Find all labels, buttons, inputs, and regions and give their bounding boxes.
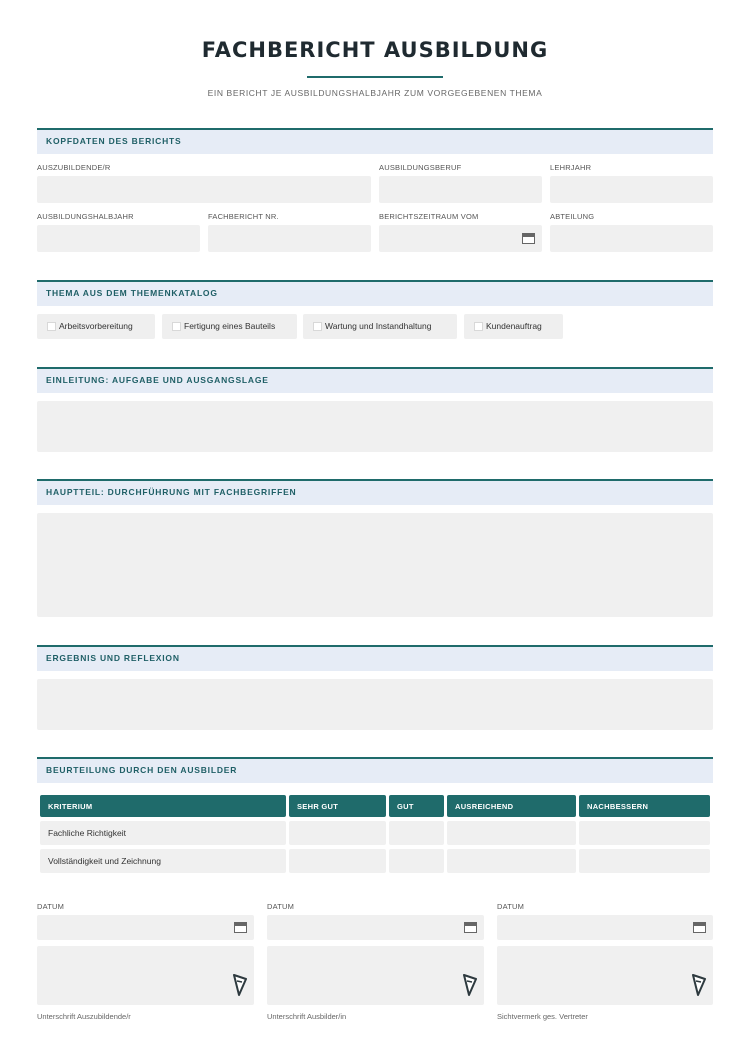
halbjahr-field[interactable] (37, 225, 200, 252)
label-lehrjahr: LEHRJAHR (550, 163, 592, 172)
column-header-ausreichend (447, 795, 576, 817)
ergebnis-textarea[interactable] (37, 679, 713, 730)
calendar-icon[interactable] (522, 233, 535, 244)
column-label: GUT (397, 802, 414, 811)
column-label: KRITERIUM (48, 802, 93, 811)
checkbox[interactable] (47, 322, 56, 331)
checkbox[interactable] (474, 322, 483, 331)
label-azubi: AUSZUBILDENDE/R (37, 163, 111, 172)
label-abteilung: ABTEILUNG (550, 212, 595, 221)
label-zeitraum: BERICHTSZEITRAUM VOM (379, 212, 479, 221)
abteilung-field[interactable] (550, 225, 713, 252)
calendar-icon[interactable] (234, 922, 247, 933)
rating-cell-ausreichend[interactable] (447, 849, 576, 873)
option-label: Fertigung eines Bauteils (184, 321, 276, 331)
label-halbjahr: AUSBILDUNGSHALBJAHR (37, 212, 134, 221)
option-label: Kundenauftrag (486, 321, 542, 331)
datum-field-azubi[interactable] (37, 915, 254, 940)
checkbox[interactable] (313, 322, 322, 331)
label-datum: DATUM (267, 902, 295, 911)
section-title: KOPFDATEN DES BERICHTS (46, 136, 182, 146)
azubi-field[interactable] (37, 176, 371, 203)
signature-caption: Sichtvermerk ges. Vertreter (497, 1012, 588, 1021)
column-label: SEHR GUT (297, 802, 339, 811)
signature-caption: Unterschrift Ausbilder/in (267, 1012, 347, 1021)
title-divider (307, 76, 443, 78)
pen-nib-icon (463, 974, 477, 996)
section-ergebnis (37, 645, 713, 671)
einleitung-textarea[interactable] (37, 401, 713, 452)
checkbox[interactable] (172, 322, 181, 331)
label-nr: FACHBERICHT NR. (208, 212, 279, 221)
signature-field-azubi[interactable] (37, 946, 254, 1005)
signature-field-vertreter[interactable] (497, 946, 713, 1005)
section-thema (37, 280, 713, 306)
thema-option-0[interactable] (37, 314, 155, 339)
section-title: THEMA AUS DEM THEMENKATALOG (46, 288, 218, 298)
column-label: NACHBESSERN (587, 802, 649, 811)
rating-cell-gut[interactable] (389, 821, 444, 845)
section-kopfdaten (37, 128, 713, 154)
section-title: ERGEBNIS UND REFLEXION (46, 653, 180, 663)
signature-caption: Unterschrift Auszubildende/r (37, 1012, 131, 1021)
criterion-cell (40, 821, 286, 845)
pen-nib-icon (692, 974, 706, 996)
page-subtitle: EIN BERICHT JE AUSBILDUNGSHALBJAHR ZUM VORGEGEBENEN THEMA (207, 88, 543, 98)
lehrjahr-field[interactable] (550, 176, 713, 203)
page-title: FACHBERICHT AUSBILDUNG (201, 38, 549, 62)
column-header-gut (389, 795, 444, 817)
rating-cell-nachbessern[interactable] (579, 821, 710, 845)
rating-cell-gut[interactable] (389, 849, 444, 873)
column-header-sehr-gut (289, 795, 386, 817)
option-label: Arbeitsvorbereitung (59, 321, 133, 331)
criterion-label: Fachliche Richtigkeit (48, 828, 126, 838)
datum-field-ausbilder[interactable] (267, 915, 484, 940)
rating-cell-ausreichend[interactable] (447, 821, 576, 845)
hauptteil-textarea[interactable] (37, 513, 713, 617)
section-title: HAUPTTEIL: DURCHFÜHRUNG MIT FACHBEGRIFFEN (46, 487, 297, 497)
beruf-field[interactable] (379, 176, 542, 203)
berichtnr-field[interactable] (208, 225, 371, 252)
section-hauptteil (37, 479, 713, 505)
pen-nib-icon (233, 974, 247, 996)
datum-field-vertreter[interactable] (497, 915, 713, 940)
rating-cell-sehr-gut[interactable] (289, 821, 386, 845)
criterion-label: Vollständigkeit und Zeichnung (48, 856, 161, 866)
column-label: AUSREICHEND (455, 802, 514, 811)
thema-option-1[interactable] (162, 314, 297, 339)
zeitraum-date-field[interactable] (379, 225, 542, 252)
calendar-icon[interactable] (693, 922, 706, 933)
section-title: EINLEITUNG: AUFGABE UND AUSGANGSLAGE (46, 375, 269, 385)
column-header-kriterium (40, 795, 286, 817)
criterion-cell (40, 849, 286, 873)
column-header-nachbessern (579, 795, 710, 817)
rating-cell-nachbessern[interactable] (579, 849, 710, 873)
thema-option-2[interactable] (303, 314, 457, 339)
calendar-icon[interactable] (464, 922, 477, 933)
label-beruf: AUSBILDUNGSBERUF (379, 163, 462, 172)
label-datum: DATUM (37, 902, 65, 911)
signature-field-ausbilder[interactable] (267, 946, 484, 1005)
rating-cell-sehr-gut[interactable] (289, 849, 386, 873)
label-datum: DATUM (497, 902, 525, 911)
option-label: Wartung und Instandhaltung (325, 321, 432, 331)
section-title: BEURTEILUNG DURCH DEN AUSBILDER (46, 765, 238, 775)
section-beurteilung (37, 757, 713, 783)
section-einleitung (37, 367, 713, 393)
thema-option-3[interactable] (464, 314, 563, 339)
